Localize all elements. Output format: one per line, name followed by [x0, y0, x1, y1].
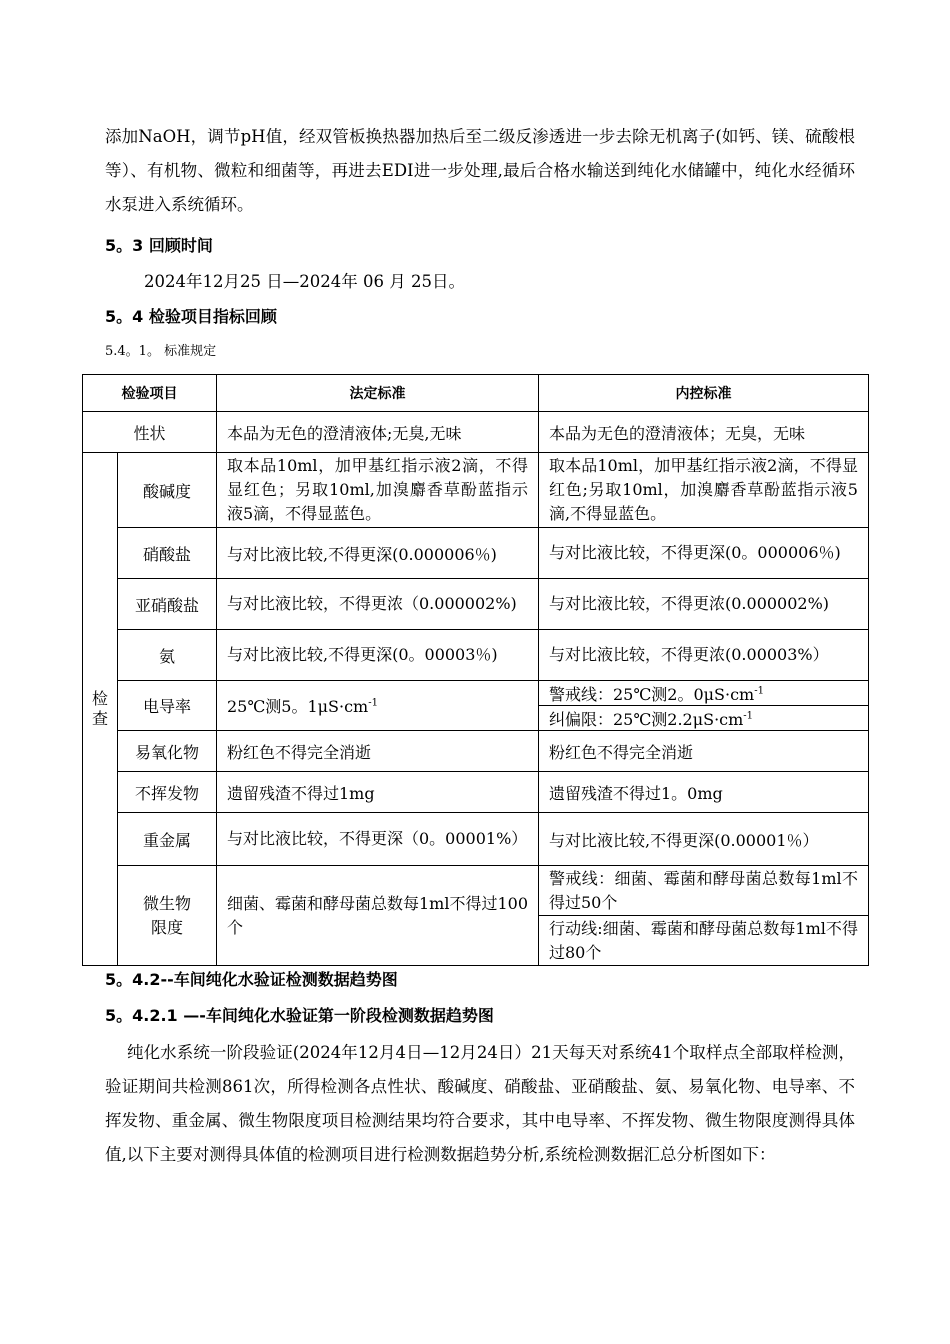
- table-row: [83, 412, 869, 453]
- table-row: [83, 866, 869, 916]
- internal-microbe-action: 行动线:细菌、霉菌和酵母菌总数每1ml不得过80个: [539, 916, 869, 966]
- unit-superscript: -1: [743, 710, 754, 722]
- standards-table: [82, 374, 869, 966]
- statutory-conductivity-text: 25℃测5。1μS·cm: [227, 697, 369, 716]
- section-5-4-2-1-heading: 5。4.2.1 —-车间纯化水验证第一阶段检测数据趋势图: [105, 1006, 494, 1025]
- statutory-nitrate: 与对比液比较,不得更深(0.000006％): [217, 528, 539, 579]
- unit-superscript: -1: [368, 697, 378, 709]
- item-heavy-metal: 重金属: [118, 813, 217, 866]
- internal-ammonia: 与对比液比较，不得更浓(0.00003%）: [539, 630, 869, 681]
- section-5-3-heading: 5。3 回顾时间: [105, 236, 213, 255]
- section-5-4-heading: 5。4 检验项目指标回顾: [105, 307, 277, 326]
- item-appearance: 性状: [83, 412, 217, 453]
- review-period-text: 2024年12月25 日—2024年 06 月 25日。: [144, 272, 465, 291]
- internal-acidity: 取本品10ml，加甲基红指示液2滴，不得显红色;另取10ml，加溴麝香草酚蓝指示液5滴,不得显蓝色。: [539, 453, 869, 528]
- item-nonvolatile: 不挥发物: [118, 772, 217, 813]
- statutory-acidity: 取本品10ml，加甲基红指示液2滴，不得显红色；另取10ml,加溴麝香草酚蓝指示液5滴，不得显蓝色。: [217, 453, 539, 528]
- item-microbe: 微生物限度: [118, 866, 217, 966]
- item-nitrate: 硝酸盐: [118, 528, 217, 579]
- internal-heavy-metal: 与对比液比较,不得更深(0.00001％）: [539, 813, 869, 866]
- statutory-microbe: 细菌、霉菌和酵母菌总数每1ml不得过100个: [217, 866, 539, 966]
- section-5-4-1-heading: 5.4。1。 标准规定: [105, 344, 217, 359]
- table-row: [83, 453, 869, 528]
- internal-conductivity-warning: [539, 681, 869, 706]
- internal-nitrate: 与对比液比较，不得更深(0。000006％): [539, 528, 869, 579]
- body-paragraph: 纯化水系统一阶段验证(2024年12月4日—12月24日）21天每天对系统41个取样点全部取样检测，验证期间共检测861次，所得检测各点性状、酸碱度、硝酸盐、亚硝酸盐、氨、易氧化物、电导率、不挥发物、重金属、微生物限度项目检测结果均符合要求，其中电导率、不挥发物、微生物限度测得具体值,以下主要对测得具体值的检测项目进行检测数据趋势分析,系统检测数据汇总分析图如下：: [105, 1043, 855, 1164]
- table-row: [83, 772, 869, 813]
- internal-microbe-warning: 警戒线：细菌、霉菌和酵母菌总数每1ml不得过50个: [539, 866, 869, 916]
- unit-superscript: -1: [754, 685, 764, 697]
- table-row: [83, 579, 869, 630]
- internal-appearance: 本品为无色的澄清液体；无臭，无味: [539, 412, 869, 453]
- inspection-label: 检查: [91, 689, 108, 728]
- statutory-appearance: 本品为无色的澄清液体;无臭,无味: [217, 412, 539, 453]
- conductivity-correction-text: 纠偏限：25℃测2.2μS·cm: [549, 709, 744, 729]
- table-row: [83, 813, 869, 866]
- statutory-ammonia: 与对比液比较,不得更深(0。00003％): [217, 630, 539, 681]
- table-row: [83, 630, 869, 681]
- item-ammonia: 氨: [118, 630, 217, 681]
- header-item: 检验项目: [83, 375, 217, 412]
- statutory-conductivity: [217, 681, 539, 731]
- header-statutory: 法定标准: [217, 375, 539, 412]
- table-row: [83, 681, 869, 706]
- internal-conductivity-correction: [539, 706, 869, 731]
- item-acidity: 酸碱度: [118, 453, 217, 528]
- statutory-oxidizable: 粉红色不得完全消逝: [217, 731, 539, 772]
- item-nitrite: 亚硝酸盐: [118, 579, 217, 630]
- conductivity-warning-text: 警戒线：25℃测2。0μS·cm: [549, 684, 755, 704]
- item-oxidizable: 易氧化物: [118, 731, 217, 772]
- item-conductivity: 电导率: [118, 681, 217, 731]
- internal-nitrite: 与对比液比较，不得更浓(0.000002%): [539, 579, 869, 630]
- table-header-row: [83, 375, 869, 412]
- table-row: [83, 528, 869, 579]
- statutory-heavy-metal: 与对比液比较，不得更深（0。00001%）: [217, 813, 539, 866]
- header-internal: 内控标准: [539, 375, 869, 412]
- statutory-nonvolatile: 遗留残渣不得过1mg: [217, 772, 539, 813]
- table-row: [83, 731, 869, 772]
- statutory-nitrite: 与对比液比较，不得更浓（0.000002%): [217, 579, 539, 630]
- internal-nonvolatile: 遗留残渣不得过1。0mg: [539, 772, 869, 813]
- internal-oxidizable: 粉红色不得完全消逝: [539, 731, 869, 772]
- section-5-4-2-heading: 5。4.2--车间纯化水验证检测数据趋势图: [105, 970, 398, 989]
- intro-paragraph: 添加NaOH，调节pH值，经双管板换热器加热后至二级反渗透进一步去除无机离子(如钙、镁、硫酸根等）、有机物、微粒和细菌等，再进去EDI进一步处理,最后合格水输送到纯化水储罐中，纯化水经循环水泵进入系统循环。: [105, 127, 855, 214]
- inspection-group-label: [83, 453, 118, 966]
